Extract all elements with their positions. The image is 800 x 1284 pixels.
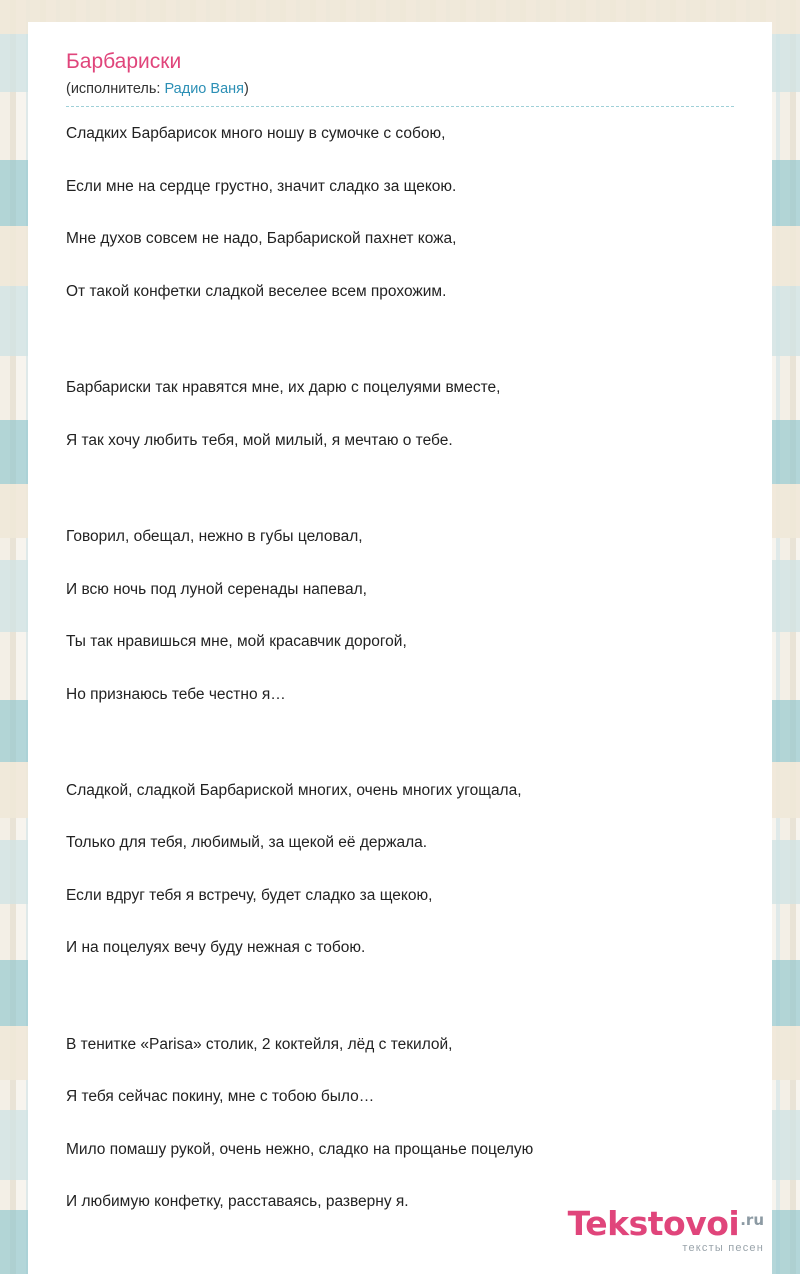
page-title: Барбариски bbox=[66, 50, 182, 73]
site-logo-subtitle: тексты песен bbox=[682, 1242, 764, 1254]
lyric-line: Я тебя сейчас покину, мне с тобою было… bbox=[66, 1088, 375, 1106]
artist-link[interactable]: Радио Ваня bbox=[164, 81, 244, 98]
lyric-line: Сладкой, сладкой Барбариской многих, очень многих угощала, bbox=[66, 781, 522, 799]
lyrics-page bbox=[28, 22, 772, 1284]
lyric-line: От такой конфетки сладкой веселее всем прохожим. bbox=[66, 282, 447, 300]
lyric-line: Только для тебя, любимый, за щекой её держала. bbox=[66, 834, 428, 852]
lyric-line-blank bbox=[66, 482, 734, 496]
lyrics-body bbox=[66, 123, 734, 1213]
lyric-line: Барбариски так нравятся мне, их дарю с поцелуями вместе, bbox=[66, 379, 501, 397]
artist-prefix-label: (исполнитель: bbox=[66, 81, 161, 98]
artist-suffix-label: ) bbox=[244, 81, 249, 98]
lyric-line: И всю ночь под луной серенады напевал, bbox=[66, 580, 367, 598]
lyric-line: Если вдруг тебя я встречу, будет сладко за щекою, bbox=[66, 886, 433, 904]
lyric-line: Сладких Барбарисок много ношу в сумочке с собою, bbox=[66, 125, 446, 143]
site-logo-tld: .ru bbox=[740, 1211, 764, 1229]
lyric-line-blank bbox=[66, 736, 734, 750]
lyric-line: Если мне на сердце грустно, значит сладко за щекою. bbox=[66, 177, 457, 195]
lyric-line-blank bbox=[66, 990, 734, 1004]
lyric-line: Мне духов совсем не надо, Барбариской пахнет кожа, bbox=[66, 230, 457, 248]
artist-line bbox=[66, 81, 734, 107]
lyric-line: Говорил, обещал, нежно в губы целовал, bbox=[66, 528, 363, 546]
lyric-line: Мило помашу рукой, очень нежно, сладко на прощанье поцелую bbox=[66, 1140, 534, 1158]
lyric-line: Но признаюсь тебе честно я… bbox=[66, 685, 286, 703]
site-logo[interactable] bbox=[567, 1204, 764, 1254]
lyric-line-blank bbox=[66, 333, 734, 347]
lyric-line: В тенитке «Parisa» столик, 2 коктейля, лёд с текилой, bbox=[66, 1035, 453, 1053]
lyric-line: И любимую конфетку, расставаясь, разверну я. bbox=[66, 1193, 409, 1211]
lyric-line: Ты так нравишься мне, мой красавчик дорогой, bbox=[66, 633, 407, 651]
lyric-line: И на поцелуях вечу буду нежная с тобою. bbox=[66, 939, 366, 957]
lyric-line: Я так хочу любить тебя, мой милый, я мечтаю о тебе. bbox=[66, 431, 453, 449]
site-logo-name: Tekstovoi bbox=[567, 1204, 740, 1243]
